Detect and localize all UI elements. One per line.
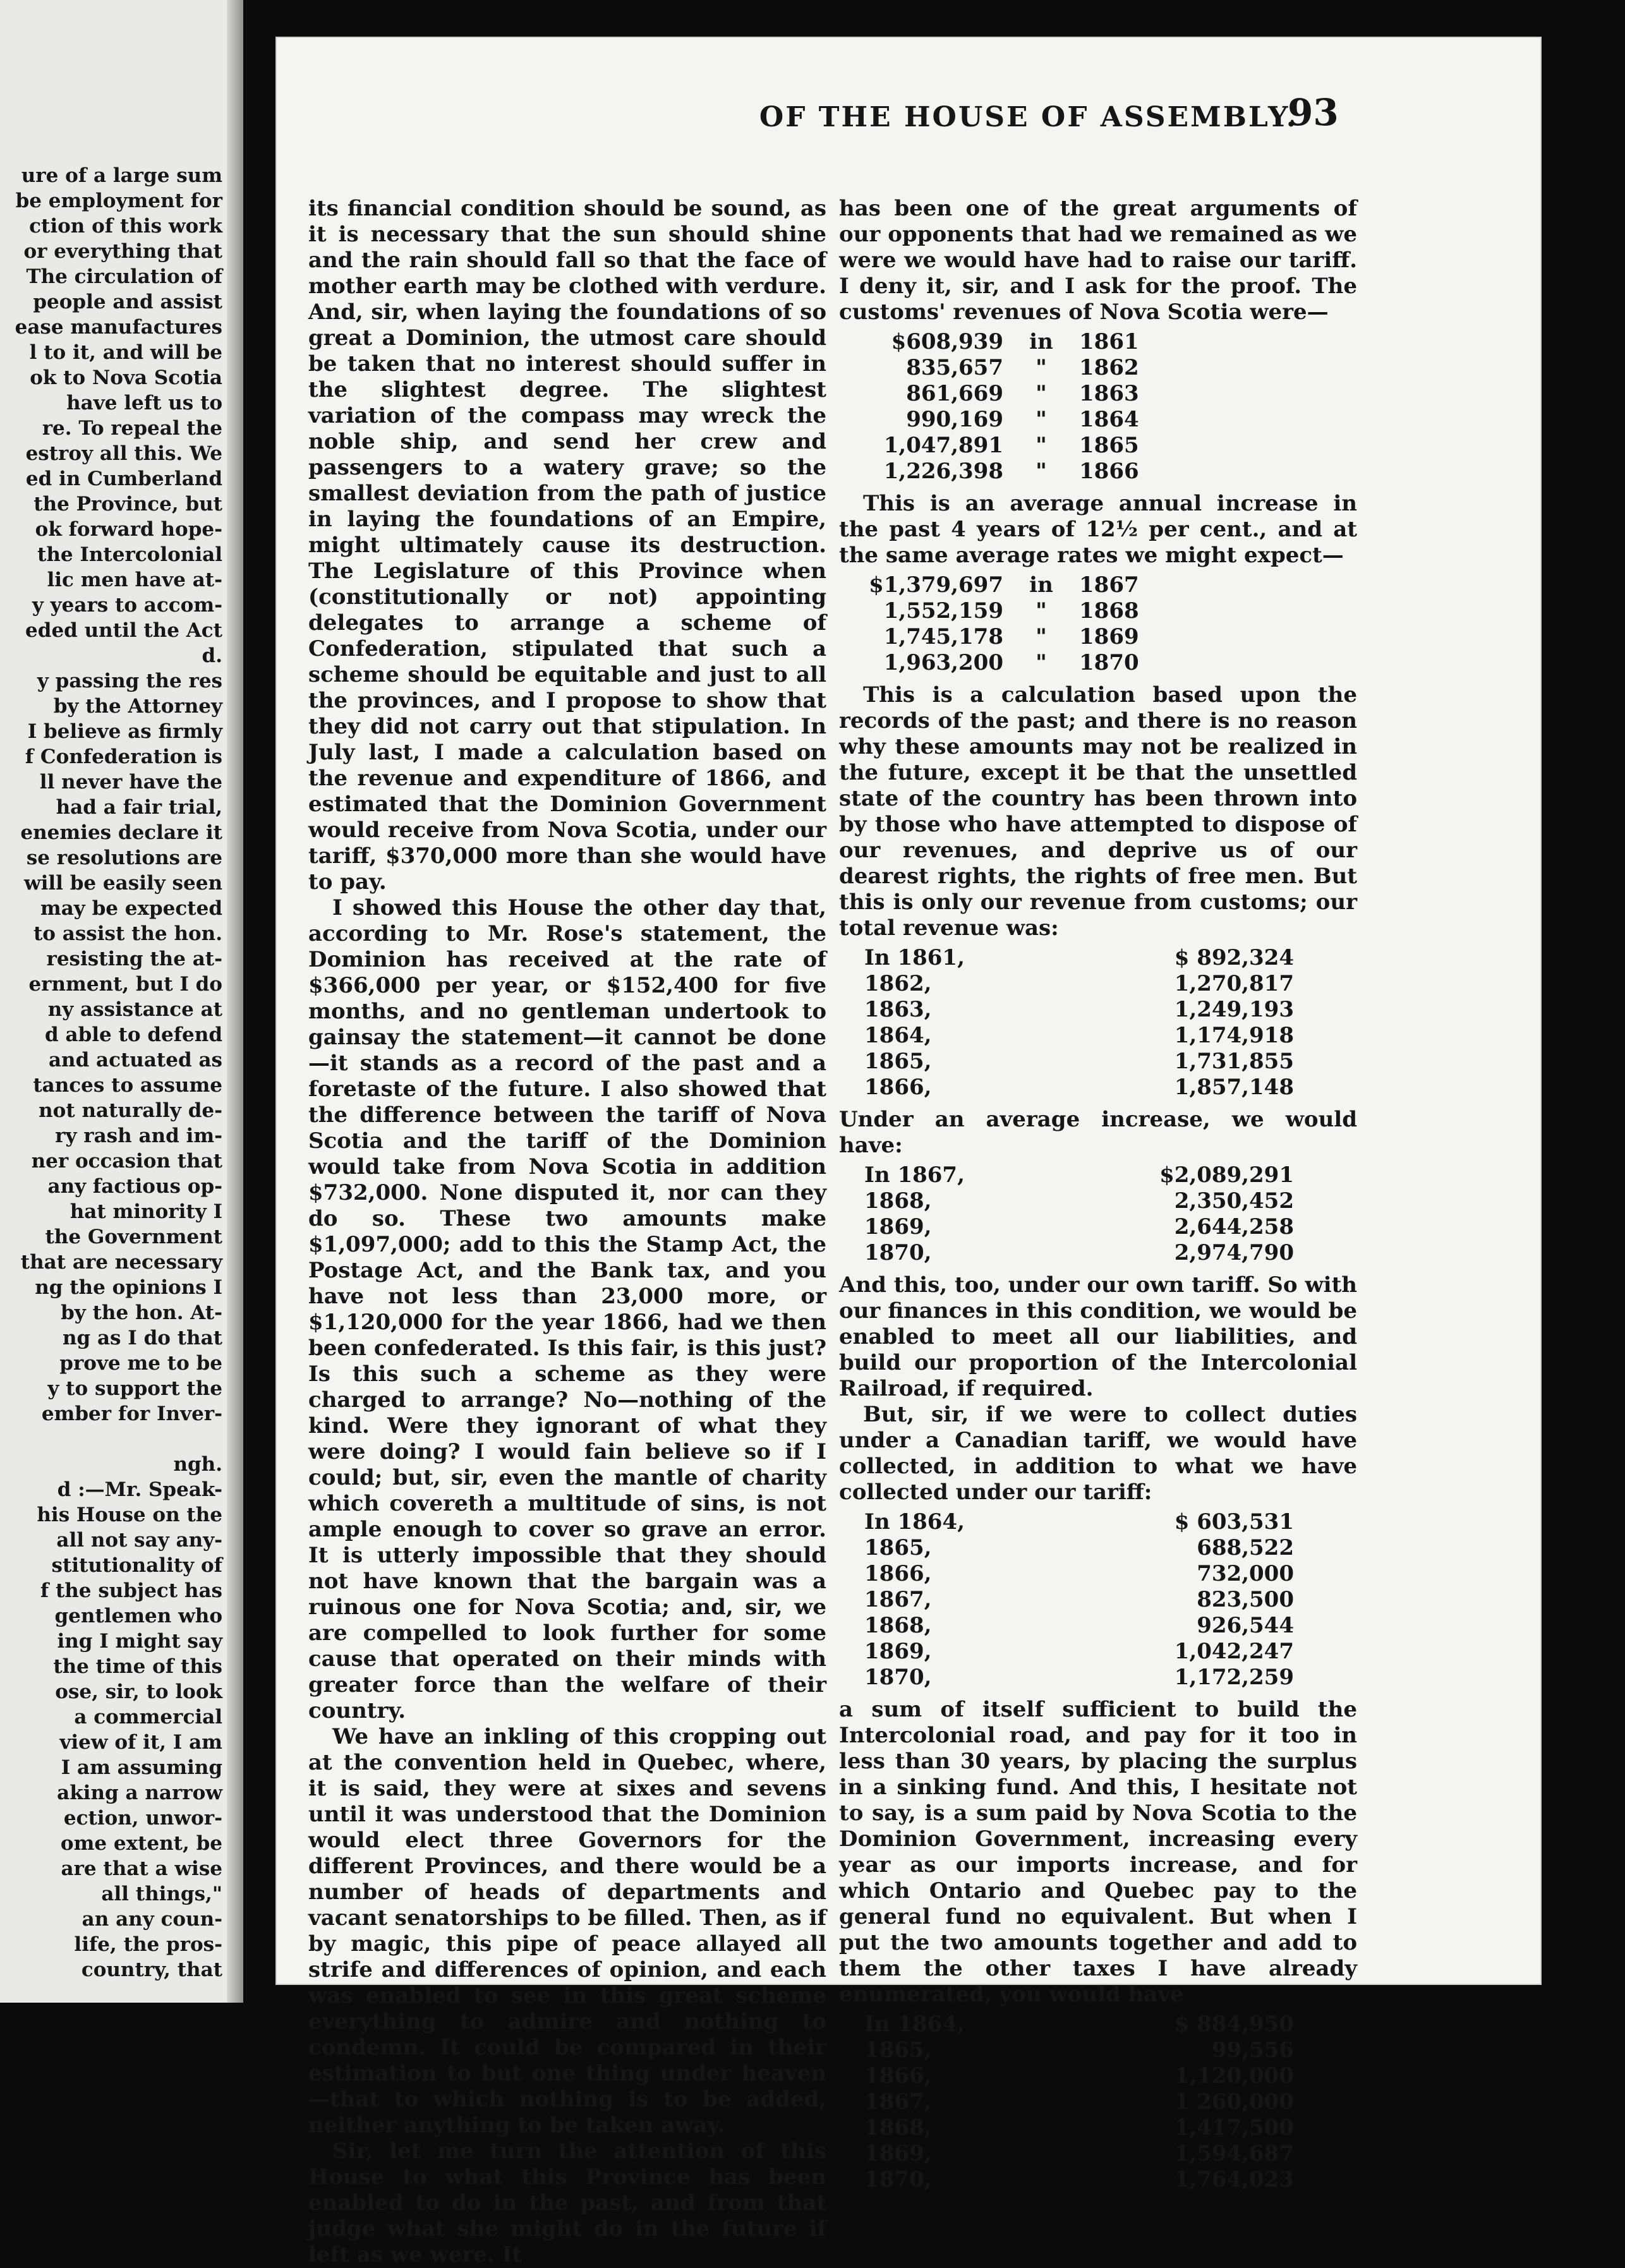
table-cell-amount: 2,350,452 (1174, 1188, 1294, 1214)
table-row (839, 1509, 1294, 1535)
fragment-line: ction of this work (29, 215, 222, 238)
fragment-line: ing I might say (57, 1630, 222, 1653)
fragment-line: ember for Inver- (41, 1402, 222, 1425)
fragment-line: y passing the res (37, 670, 222, 692)
table-cell-year: 1868, (864, 2115, 932, 2140)
fragment-line: ner occasion that (31, 1150, 222, 1173)
right-column (839, 196, 1357, 2199)
table-cell-year: 1866, (864, 1075, 932, 1100)
table-cell-amount: $ 603,531 (1174, 1509, 1294, 1535)
running-head: OF THE HOUSE OF ASSEMBLY. (759, 101, 1298, 133)
fragment-line: lic men have at- (47, 569, 222, 591)
fragment-line: that are necessary (20, 1251, 222, 1274)
fragment-line: by the hon. At- (61, 1301, 222, 1324)
table-cell-year: In 1867, (864, 1162, 965, 1188)
fragment-line: the Province, but (33, 493, 222, 516)
table-cell-amount: 1,042,247 (1174, 1639, 1294, 1664)
fragment-line: The circulation of (26, 265, 222, 288)
table-row (839, 2089, 1294, 2115)
fragment-line: ry rash and im- (55, 1125, 222, 1147)
table-cell-word: " (1036, 355, 1047, 380)
paragraph: has been one of the great arguments of our opponents that had we remained as we were we would have had to raise our tariff. I deny it, sir, and I ask for the proof. The customs' revenues of Nova Scotia were— (839, 196, 1357, 325)
fragment-line: f the subject has (40, 1579, 222, 1602)
table-cell-year: 1869, (864, 1639, 932, 1664)
fragment-line: re. To repeal the (42, 417, 222, 440)
fragment-line: ng the opinions I (35, 1276, 222, 1299)
table-row (839, 2037, 1294, 2063)
table-row (839, 1665, 1294, 1691)
page (277, 38, 1540, 2267)
table-row (839, 329, 1155, 355)
table-row (839, 1188, 1294, 1214)
table-cell-amount: 1 260,000 (1174, 2089, 1294, 2114)
table-cell-year: In 1861, (864, 945, 965, 970)
fragment-line: eded until the Act (25, 619, 222, 642)
fragment-line: country, that (81, 1958, 222, 1981)
fragment-line: not naturally de- (39, 1099, 222, 1122)
fragment-line: ll never have the (39, 771, 222, 793)
table-row (839, 572, 1155, 598)
fragment-line: prove me to be (59, 1352, 222, 1375)
table-cell-amount: 1,120,000 (1174, 2063, 1294, 2089)
fragment-line: gentlemen who (54, 1605, 222, 1627)
fragment-line: ngh. (173, 1453, 222, 1476)
fragment-line: are that a wise (61, 1857, 222, 1880)
table-row (839, 997, 1294, 1023)
table-cell-year: 1864, (864, 1023, 932, 1048)
table-cell-word: " (1036, 407, 1047, 432)
fragment-line: had a fair trial, (56, 796, 222, 819)
table-cell-word: in (1029, 572, 1053, 598)
table-cell-word: " (1036, 650, 1047, 675)
fragment-line: tances to assume (33, 1074, 222, 1097)
fragment-line: the Government (45, 1226, 222, 1248)
fragment-line: have left us to (66, 392, 222, 414)
table-cell-amount: 1,174,918 (1174, 1023, 1294, 1048)
fragment-line: ose, sir, to look (55, 1680, 222, 1703)
paragraph: its financial condition should be sound, as it is necessary that the sun should shine and the rain should fall so that the face of mother earth may be clothed with verdure. And, sir, when laying the foundations of so great a Dominion, the utmost care should be taken that no interest should suffer in the slightest degree. The slightest variation of the compass may wreck the noble ship, and send her crew and passengers to a watery grave; so the smallest deviation from the path of justice in laying the foundations of an Empire, might ultimately cause its destruction. The Legislature of this Province when (constitutionally or not) appointing delegates to arrange a scheme of Confederation, stipulated that such a scheme should be equitable and just to all the provinces, and I propose to show that they did not carry out that stipulation. In July last, I made a calculation based on the revenue and expenditure of 1866, and estimated that the Dominion Government would receive from Nova Scotia, under our tariff, $370,000 more than she would have to pay. (308, 196, 826, 895)
table-row (839, 1075, 1294, 1101)
table-row (839, 2115, 1294, 2141)
table-cell-amount: 1,417,500 (1174, 2115, 1294, 2140)
total-revenue-table (839, 945, 1294, 1101)
fragment-line: all not say any- (56, 1529, 222, 1552)
fragment-line: aking a narrow (57, 1782, 222, 1804)
fragment-line: ny assistance at (47, 998, 222, 1021)
table-row (839, 459, 1155, 485)
fragment-line: the time of this (53, 1655, 222, 1678)
table-row (839, 2012, 1294, 2037)
middle-column (308, 196, 826, 2268)
table-row (839, 971, 1294, 997)
table-cell-year: 1869 (1079, 624, 1139, 649)
table-row (839, 1049, 1294, 1075)
fragment-line: any factious op- (47, 1175, 222, 1198)
paragraph: This is a calculation based upon the records of the past; and there is no reason why these amounts may not be realized in the future, except it be that the unsettled state of the country has been thrown into by those who have attempted to dispose of our revenues, and deprive us of our dearest rights, the rights of free men. But this is only our revenue from customs; our total revenue was: (839, 682, 1357, 941)
table-cell-year: 1865, (864, 1049, 932, 1074)
fragment-line: l to it, and will be (29, 341, 222, 364)
table-row (839, 1639, 1294, 1665)
fragment-line: d able to defend (45, 1023, 222, 1046)
table-row (839, 1023, 1294, 1049)
fragment-line: by the Attorney (53, 695, 222, 718)
table-cell-word: " (1036, 624, 1047, 649)
table-cell-year: 1867, (864, 2089, 932, 2114)
fragment-line: life, the pros- (74, 1933, 222, 1956)
fragment-line: stitutionality of (51, 1554, 222, 1577)
fragment-line: resisting the at- (46, 948, 222, 970)
table-cell-year: 1863 (1079, 381, 1139, 406)
table-cell-year: 1870, (864, 1665, 932, 1690)
table-row (839, 2141, 1294, 2167)
paragraph: I showed this House the other day that, according to Mr. Rose's statement, the Dominion has received at the rate of $366,000 per year, or $152,400 for five months, and no gentleman undertook to gainsay the statement—it cannot be done—it stands as a record of the past and a foretaste of the future. I also showed that the difference between the tariff of Nova Scotia and the tariff of the Dominion would take from Nova Scotia in addition $732,000. None disputed it, nor can they do so. These two amounts make $1,097,000; add to this the Stamp Act, the Postage Act, and the Bank tax, and you have not less than 23,000 more, or $1,120,000 for the year 1866, had we then been confederated. Is this fair, is this just? Is this such a scheme as they were charged to arrange? No—nothing of the kind. Were they ignorant of what they were doing? I would fain believe so if I could; but, sir, even the mantle of charity which covereth a multitude of sins, is not ample enough to cover so grave an error. It is utterly impossible that they should not have known that the bargain was a ruinous one for Nova Scotia; and, sir, we are compelled to look further for some cause that operated on their minds with greater force than the welfare of their country. (308, 895, 826, 1723)
table-cell-year: 1865, (864, 2037, 932, 2063)
page-number: 93 (1288, 91, 1339, 134)
fragment-line: ernment, but I do (28, 973, 222, 996)
table-cell-year: 1866, (864, 1561, 932, 1586)
table-cell-year: 1865 (1079, 433, 1139, 458)
table-cell-word: " (1036, 459, 1047, 484)
customs-revenue-table (839, 329, 1155, 485)
table-cell-amount: 1,857,148 (1174, 1075, 1294, 1100)
paragraph: Under an average increase, we would have: (839, 1107, 1357, 1158)
fragment-line: be employment for (15, 190, 222, 212)
table-cell-amount: 732,000 (1197, 1561, 1294, 1586)
table-cell-year: 1870, (864, 2167, 932, 2192)
fragment-line: ection, unwor- (63, 1807, 222, 1830)
fragment-line: or everything that (23, 240, 222, 263)
page-gutter (227, 0, 243, 2003)
fragment-line: d. (202, 644, 222, 667)
table-cell-year: 1867, (864, 1587, 932, 1612)
fragment-line: all things," (101, 1883, 222, 1905)
table-cell-year: 1869, (864, 1214, 932, 1240)
fragment-line: his House on the (37, 1504, 222, 1526)
table-row (839, 2167, 1294, 2193)
table-cell-year: 1869, (864, 2141, 932, 2166)
fragment-line: f Confederation is (25, 745, 222, 768)
fragment-line: ease manufactures (15, 316, 222, 339)
fragment-line: I am assuming (61, 1756, 222, 1779)
fragment-line: ok to Nova Scotia (30, 366, 222, 389)
table-row (839, 945, 1294, 971)
fragment-line: people and assist (33, 291, 222, 313)
fragment-line: enemies declare it (20, 821, 222, 844)
table-cell-amount: $ 892,324 (1174, 945, 1294, 970)
table-cell-amount: $608,939 (891, 329, 1003, 354)
table-cell-year: 1862 (1079, 355, 1139, 380)
table-cell-amount: 835,657 (906, 355, 1003, 380)
table-cell-amount: 1,594,687 (1174, 2141, 1294, 2166)
table-row (839, 1162, 1294, 1188)
fragment-line: ed in Cumberland (25, 467, 222, 490)
paragraph: And this, too, under our own tariff. So with our finances in this condition, we would be enabled to meet all our liabilities, and build our proportion of the Intercolonial Railroad, if required. (839, 1272, 1357, 1401)
table-cell-amount: 2,644,258 (1174, 1214, 1294, 1240)
table-row (839, 2063, 1294, 2089)
fragment-line: and actuated as (48, 1049, 222, 1071)
table-cell-amount: 861,669 (906, 381, 1003, 406)
average-increase-table (839, 1162, 1294, 1266)
table-cell-amount: 1,745,178 (883, 624, 1003, 649)
fragment-line: will be easily seen (23, 872, 222, 895)
fragment-line: ng as I do that (62, 1327, 222, 1349)
paragraph: But, sir, if we were to collect duties under a Canadian tariff, we would have collected, in addition to what we have collected under our tariff: (839, 1402, 1357, 1505)
table-row (839, 1561, 1294, 1587)
table-cell-amount: 1,047,891 (883, 433, 1003, 458)
table-cell-year: In 1864, (864, 2012, 965, 2037)
table-cell-word: in (1029, 329, 1053, 354)
table-cell-amount: $1,379,697 (869, 572, 1003, 598)
canadian-tariff-table (839, 1509, 1294, 1691)
table-row (839, 1535, 1294, 1561)
table-cell-amount: 2,974,790 (1174, 1240, 1294, 1265)
table-cell-amount: 926,544 (1197, 1613, 1294, 1638)
table-row (839, 1214, 1294, 1240)
table-cell-amount: 1,172,259 (1174, 1665, 1294, 1690)
facing-page-fragment (0, 0, 243, 2003)
table-cell-year: 1865, (864, 1535, 932, 1560)
table-row (839, 433, 1155, 459)
table-row (839, 1613, 1294, 1639)
table-cell-amount: 1,226,398 (883, 459, 1003, 484)
table-cell-year: 1863, (864, 997, 932, 1022)
combined-amounts-table (839, 2012, 1294, 2193)
table-row (839, 1587, 1294, 1613)
table-cell-amount: 99,556 (1211, 2037, 1294, 2063)
table-row (839, 598, 1155, 624)
fragment-line: to assist the hon. (33, 922, 222, 945)
fragment-line: y years to accom- (32, 594, 222, 617)
table-cell-year: 1866 (1079, 459, 1139, 484)
fragment-line (0, 1427, 222, 1452)
table-row (839, 624, 1155, 650)
table-cell-year: 1868, (864, 1613, 932, 1638)
fragment-line: estroy all this. We (25, 442, 222, 465)
fragment-line: a commercial (74, 1706, 222, 1728)
table-row (839, 1240, 1294, 1266)
table-cell-year: 1868 (1079, 598, 1139, 624)
table-cell-year: 1864 (1079, 407, 1139, 432)
fragment-line: d :—Mr. Speak- (57, 1478, 222, 1501)
table-cell-amount: 688,522 (1197, 1535, 1294, 1560)
table-cell-amount: 1,731,855 (1174, 1049, 1294, 1074)
table-cell-word: " (1036, 598, 1047, 624)
table-cell-year: 1870 (1079, 650, 1139, 675)
fragment-line: ure of a large sum (21, 164, 222, 187)
table-cell-year: 1867 (1079, 572, 1139, 598)
table-cell-amount: 1,249,193 (1174, 997, 1294, 1022)
table-row (839, 355, 1155, 381)
paragraph: We have an inkling of this cropping out at the convention held in Quebec, where, it is said, they were at sixes and sevens until it was understood that the Dominion would elect three Governors for the different Provinces, and there would be a number of heads of departments and vacant senatorships to be filled. Then, as if by magic, this pipe of peace allayed all strife and differences of opinion, and each was enabled to see in this great scheme everything to admire and nothing to condemn. It could be compared in their estimation to but one thing under heaven—that to which nothing is to be added, neither anything to be taken away. (308, 1724, 826, 2138)
table-cell-year: 1868, (864, 1188, 932, 1214)
fragment-line: the Intercolonial (37, 543, 222, 566)
table-cell-year: 1870, (864, 1240, 932, 1265)
fragment-line: y to support the (47, 1377, 222, 1400)
table-cell-amount: $2,089,291 (1159, 1162, 1294, 1188)
table-row (839, 381, 1155, 407)
paragraph: This is an average annual increase in the past 4 years of 12½ per cent., and at the same average rates we might expect— (839, 491, 1357, 568)
table-cell-amount: $ 884,950 (1174, 2012, 1294, 2037)
table-cell-amount: 1,552,159 (883, 598, 1003, 624)
table-cell-word: " (1036, 433, 1047, 458)
table-cell-word: " (1036, 381, 1047, 406)
fragment-line: view of it, I am (59, 1731, 222, 1754)
table-cell-amount: 1,764,023 (1174, 2167, 1294, 2192)
fragment-line: I believe as firmly (27, 720, 222, 743)
paragraph: Sir, let me turn the attention of this House to what this Province has been enabled to do in the past, and from that judge what she might do in the future if left as we were. It (308, 2138, 826, 2267)
fragment-line: se resolutions are (26, 847, 222, 869)
table-row (839, 650, 1155, 676)
fragment-line: an any coun- (82, 1908, 222, 1931)
fragment-line: hat minority I (69, 1200, 222, 1223)
table-cell-year: 1861 (1079, 329, 1139, 354)
table-cell-amount: 823,500 (1197, 1587, 1294, 1612)
fragment-line: may be expected (40, 897, 222, 920)
table-cell-amount: 990,169 (906, 407, 1003, 432)
table-row (839, 407, 1155, 433)
facing-page-text (0, 163, 222, 1982)
table-cell-year: 1866, (864, 2063, 932, 2089)
table-cell-year: 1862, (864, 971, 932, 996)
paragraph: a sum of itself sufficient to build the Intercolonial road, and pay for it too in less than 30 years, by placing the surplus in a sinking fund. And this, I hesitate not to say, is a sum paid by Nova Scotia to the Dominion Government, increasing every year as our imports increase, and for which Ontario and Quebec pay to the general fund no equivalent. But when I put the two amounts together and add to them the other taxes I have already enumerated, you would have (839, 1697, 1357, 2007)
expected-revenue-table (839, 572, 1155, 676)
fragment-line: ok forward hope- (35, 518, 222, 541)
table-cell-amount: 1,270,817 (1174, 971, 1294, 996)
table-cell-year: In 1864, (864, 1509, 965, 1535)
fragment-line: ome extent, be (60, 1832, 222, 1855)
table-cell-amount: 1,963,200 (883, 650, 1003, 675)
